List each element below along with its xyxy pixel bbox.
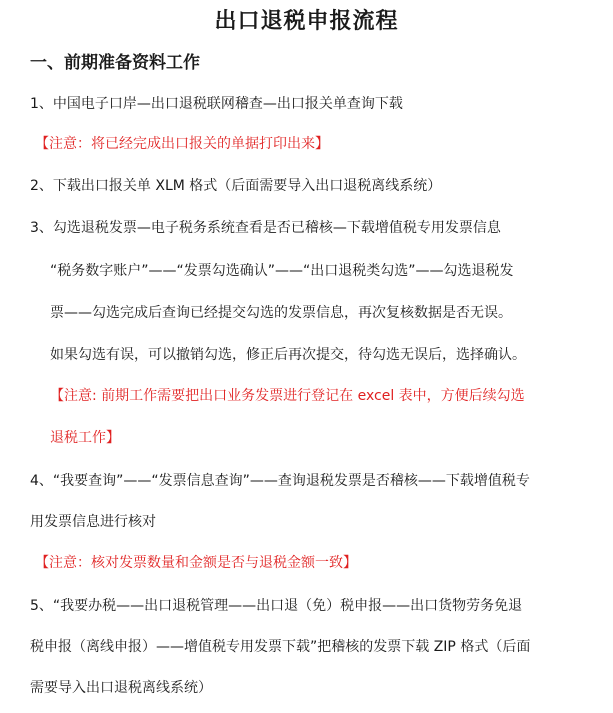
step-4-text-line-2: 用发票信息进行核对 [30,514,156,530]
note-print-declarations: 【注意：将已经完成出口报关的单据打印出来】 [35,136,329,152]
step-3-detail-line-3: 如果勾选有误，可以撤销勾选，修正后再次提交，待勾选无误后，选择确认。 [50,347,526,363]
step-3-detail-line-2: 票——勾选完成后查询已经提交勾选的发票信息，再次复核数据是否无误。 [50,305,512,321]
step-5-text-line-3: 需要导入出口退税离线系统） [30,680,212,696]
document-title: 出口退税申报流程 [214,9,399,34]
note-verify-amounts: 【注意：核对发票数量和金额是否与退税金额一致】 [35,555,357,571]
step-2-text: 2、下载出口报关单 XLM 格式（后面需要导入出口退税离线系统） [30,178,442,194]
step-3-detail-line-1: “税务数字账户”——“发票勾选确认”——“出口退税类勾选”——勾选退税发 [50,263,514,279]
step-4-text-line-1: 4、“我要查询”——“发票信息查询”——查询退税发票是否稽核——下载增值税专 [30,473,530,489]
note-excel-register-line-1: 【注意: 前期工作需要把出口业务发票进行登记在 excel 表中，方便后续勾选 [50,388,525,404]
section-heading: 一、前期准备资料工作 [30,53,200,73]
step-5-text-line-2: 税申报（离线申报）——增值税专用发票下载”把稽核的发票下载 ZIP 格式（后面 [30,639,531,655]
step-5-text-line-1: 5、“我要办税——出口退税管理——出口退（免）税申报——出口货物劳务免退 [30,598,523,614]
step-3-text: 3、勾选退税发票—电子税务系统查看是否已稽核—下载增值税专用发票信息 [30,220,501,236]
note-excel-register-line-2: 退税工作】 [50,430,120,446]
step-1-text: 1、中国电子口岸—出口退税联网稽查—出口报关单查询下载 [30,96,403,112]
